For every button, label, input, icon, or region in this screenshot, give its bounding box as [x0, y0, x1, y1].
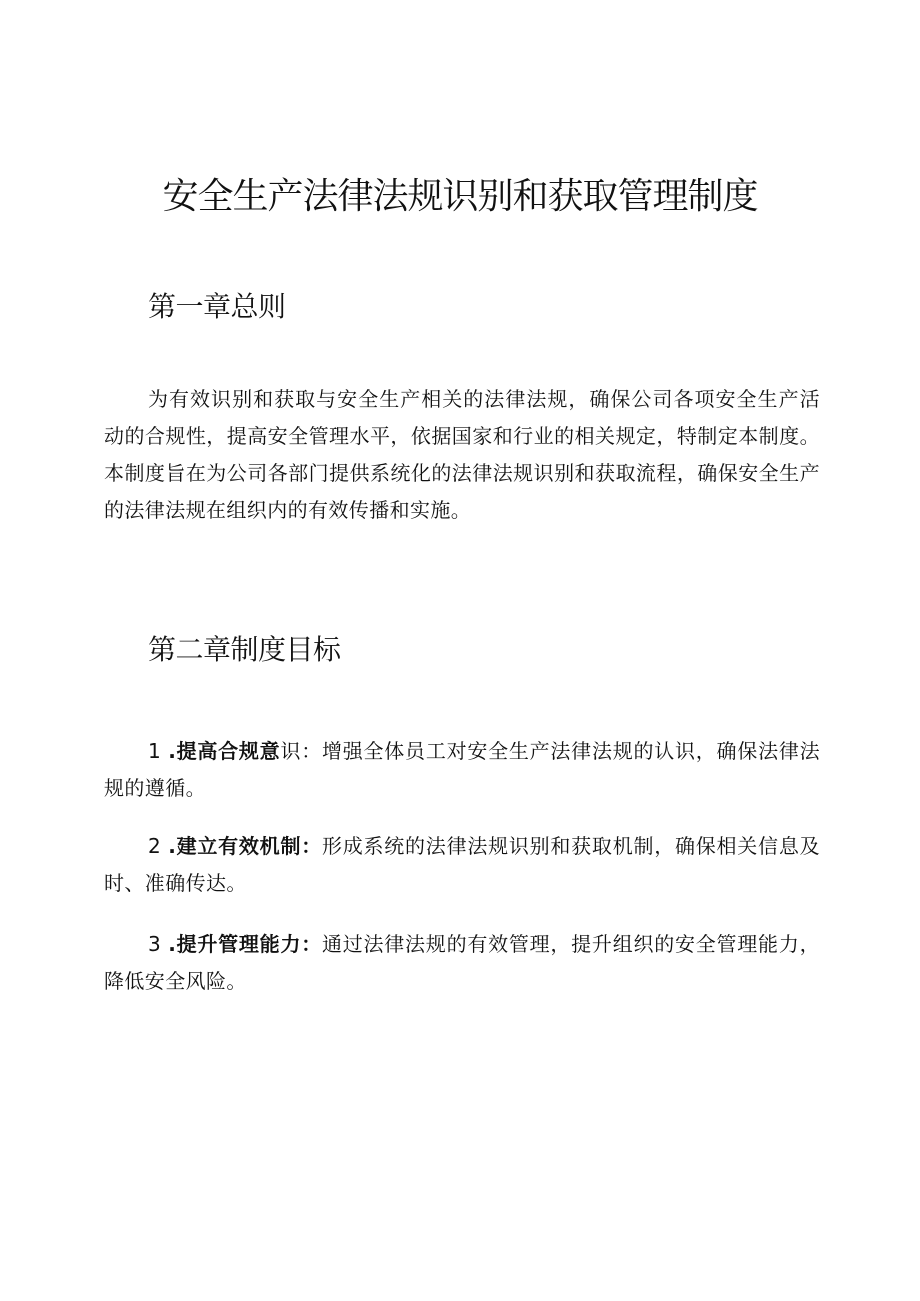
goal-item-lead: .提高合规意 [168, 739, 281, 763]
goal-item-text: 通过法律法规的有效管理，提升组织的安全管理能力，降低安全风险。 [104, 932, 820, 993]
chapter-2-heading: 第二章制度目标 [148, 633, 341, 666]
goal-item-3 [104, 926, 820, 1000]
goal-item-number: 2 [148, 834, 162, 858]
goal-item-lead: .建立有效机制： [168, 834, 322, 858]
goal-item-number: 1 [148, 739, 162, 763]
goal-item-2 [104, 828, 820, 902]
chapter-1-paragraph: 为有效识别和获取与安全生产相关的法律法规，确保公司各项安全生产活动的合规性，提高安全管理水平，依据国家和行业的相关规定，特制定本制度。本制度旨在为公司各部门提供系统化的法律法规识别和获取流程，确保安全生产的法律法规在组织内的有效传播和实施。 [104, 387, 820, 522]
goal-item-lead: .提升管理能力： [168, 932, 322, 956]
chapter-1-heading: 第一章总则 [148, 290, 286, 323]
goal-item-1 [104, 733, 820, 807]
goal-item-text: 形成系统的法律法规识别和获取机制，确保相关信息及时、准确传达。 [104, 834, 820, 895]
document-title: 安全生产法律法规识别和获取管理制度 [162, 176, 758, 217]
goal-item-text: 识：增强全体员工对安全生产法律法规的认识，确保法律法规的遵循。 [104, 739, 820, 800]
goal-item-number: 3 [148, 932, 162, 956]
